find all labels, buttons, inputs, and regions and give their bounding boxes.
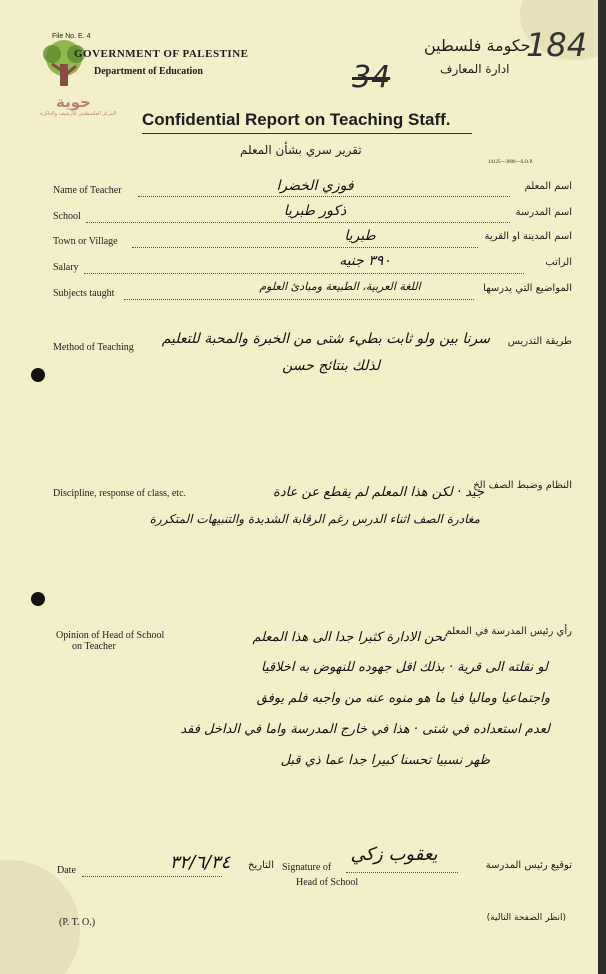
title-underline [142,133,472,134]
discipline-label-ar: النظام وضبط الصف الخ [473,480,572,491]
opinion-label-en: Opinion of Head of School [56,630,165,641]
field-label-en: Subjects taught [53,288,115,299]
dotted-line [132,247,478,248]
signature-value: يعقوب زكي [350,844,438,865]
field-label-ar: اسم المعلم [524,181,572,192]
subjects-value: اللغة العربية، الطبيعة ومبادئ العلوم [259,280,421,293]
dotted-line [138,196,510,197]
method-line: سرنا بين ولو ثابت بطيء شتى من الخبرة والمحبة للتعليم [161,331,490,347]
print-code: 14125—3000—S.O.P. [488,160,533,165]
dotted-line [124,299,474,300]
date-label-ar: التاريخ [248,860,274,871]
scan-edge [598,0,606,974]
page-number: 184 [526,26,588,64]
field-label-en: Town or Village [53,236,118,247]
logo-caption: المركز الفلسطيني للأرشيف والذاكرة [40,111,117,117]
opinion-label-ar: رأي رئيس المدرسة في المعلم [445,626,572,637]
field-label-ar: الراتب [545,257,572,268]
government-title-en: GOVERNMENT OF PALESTINE [74,48,249,60]
report-title-en: Confidential Report on Teaching Staff. [142,110,451,129]
punch-hole [31,592,45,606]
school-value: ذكور طبريا [283,203,347,219]
signature-label-en-2: Head of School [296,877,359,888]
signature-label-en: Signature of [282,862,332,873]
file-number: File No. E. 4 [52,33,91,40]
opinion-line: نحن الادارة كثيرا جدا الى هذا المعلم [252,630,446,645]
stamp-number: 34 [352,60,391,95]
method-label-ar: طريقة التدريس [507,336,572,347]
field-label-ar: اسم المدينة او القرية [484,231,572,242]
method-line: لذلك بنتائج حسن [282,358,380,374]
dotted-line [346,872,458,873]
teacher-name-value: فوزي الخضرا [276,178,354,194]
salary-value: ٣٩٠ جنيه [339,253,391,269]
method-label-en: Method of Teaching [53,342,134,353]
town-value: طبريا [344,228,376,244]
pto-en: (P. T. O.) [59,917,96,928]
punch-hole [31,368,45,382]
field-label-en: Salary [53,262,79,273]
opinion-line: لو نقلته الى قرية · بذلك اقل جهوده للنهوض به اخلاقيا [261,660,548,675]
dotted-line [82,876,222,877]
date-value: ٣٢/٦/٣٤ [169,852,231,873]
report-title-ar: تقرير سري بشأن المعلم [240,143,362,157]
pto-ar: (انظر الصفحة التالية) [486,913,566,923]
field-label-en: School [53,211,81,222]
dotted-line [86,222,510,223]
discipline-line: مغادرة الصف اثناء الدرس رغم الرقابة الشديدة والتنبيهات المتكررة [149,512,480,526]
department-title-ar: ادارة المعارف [440,62,510,76]
discipline-label-en: Discipline, response of class, etc. [53,488,187,499]
field-label-ar: المواضيع التي يدرسها [483,283,572,294]
opinion-label-en-2: on Teacher [72,641,116,652]
dotted-line [84,273,524,274]
opinion-line: لعدم استعداده في شتى · هذا في خارج المدرسة واما في الداخل فقد [180,722,550,737]
signature-label-ar: توقيع رئيس المدرسة [485,860,572,871]
department-title-en: Department of Education [94,66,203,77]
field-label-en: Name of Teacher [53,185,122,196]
opinion-line: واجتماعيا وماليا فيا ما هو منوه عنه من واجبه فلم يوفق [256,691,550,706]
government-title-ar: حكومة فلسطين [424,36,531,55]
field-label-ar: اسم المدرسة [515,207,572,218]
opinion-line: ظهر نسبيا تحسنا كبيرا جدا عما ذي قبل [280,753,490,768]
date-label-en: Date [57,865,76,876]
discipline-line: جيد · لكن هذا المعلم لم يقطع عن عادة [273,485,484,500]
logo-text: حوية [56,93,91,111]
